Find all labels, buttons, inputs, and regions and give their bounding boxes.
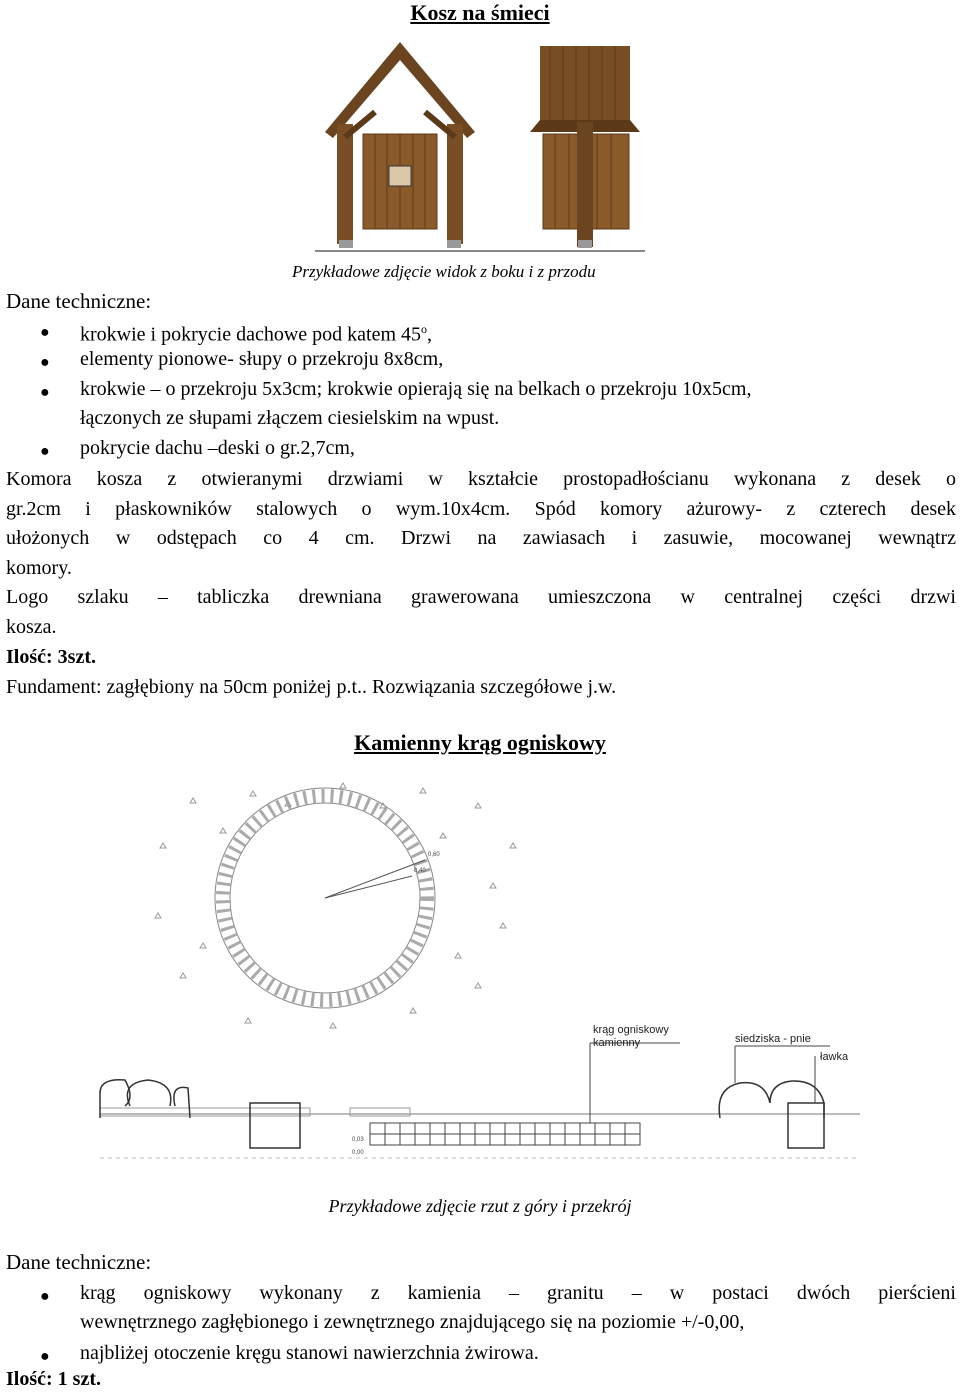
fire-ring-section bbox=[370, 1123, 640, 1145]
bullet-item: krokwie – o przekroju 5x3cm; krokwie opierają się na belkach o przekroju 10x5cm, bbox=[80, 378, 752, 400]
bullet-item: najbliżej otoczenie kręgu stanowi nawierzchnia żwirowa. bbox=[80, 1342, 539, 1364]
seats-left bbox=[100, 1080, 190, 1118]
bin-front-view bbox=[325, 42, 475, 248]
bin-illustration bbox=[315, 42, 655, 257]
bench-left bbox=[250, 1103, 300, 1148]
ring-label: kamienny bbox=[593, 1037, 641, 1049]
firepit-top-view bbox=[155, 783, 516, 1028]
paragraph-line: gr.2cm i płaskowników stalowych o wym.10x4cm. Spód komory ażurowy- z czterech desek bbox=[6, 498, 956, 520]
bench-right bbox=[788, 1103, 824, 1148]
caption-bin: Przykładowe zdjęcie widok z boku i z przodu bbox=[292, 262, 596, 281]
bullet-item: pokrycie dachu –deski o gr.2,7cm, bbox=[80, 437, 355, 459]
ring-label: krąg ogniskowy bbox=[593, 1024, 669, 1036]
paragraph-line: ułożonych w odstępach co 4 cm. Drzwi na zawiasach i zasuwie, mocowanej wewnątrz bbox=[6, 527, 956, 549]
bullet-item: krąg ogniskowy wykonany z kamienia – granitu – w postaci dwóch pierścieni bbox=[80, 1282, 956, 1304]
bullet-dot: ● bbox=[40, 354, 50, 371]
quantity-firepit: Ilość: 1 szt. bbox=[6, 1368, 101, 1390]
bin-side-view bbox=[530, 46, 640, 248]
gravel-marks bbox=[155, 783, 516, 1028]
foundation-text: Fundament: zagłębiony na 50cm poniżej p.t.. Rozwiązania szczegółowe j.w. bbox=[6, 676, 617, 698]
bullet-item: elementy pionowe- słupy o przekroju 8x8cm, bbox=[80, 348, 444, 370]
level-label: 0,00 bbox=[352, 1150, 364, 1156]
bullet-item-continued: wewnętrznego zagłębionego i zewnętrznego znajdującego się na poziomie +/-0,00, bbox=[80, 1311, 745, 1333]
paragraph-line: Komora kosza z otwieranymi drzwiami w kształcie prostopadłościanu wykonana z desek o bbox=[6, 468, 956, 490]
level-label: 0,03 bbox=[352, 1137, 364, 1143]
seats-right bbox=[719, 1081, 824, 1118]
bullet-item-continued: łączonych ze słupami złączem ciesielskim na wpust. bbox=[80, 407, 500, 429]
seats-label: siedziska - pnie bbox=[735, 1033, 811, 1045]
dim-label: 0,60 bbox=[428, 852, 440, 858]
section-title-firepit: Kamienny krąg ogniskowy bbox=[354, 730, 606, 755]
bullet-item: krokwie i pokrycie dachowe pod katem 45$^o$, bbox=[80, 322, 433, 346]
bullet-dot: ● bbox=[40, 1288, 50, 1305]
paragraph-line: kosza. bbox=[6, 616, 57, 638]
tech-heading-firepit: Dane techniczne: bbox=[6, 1250, 152, 1274]
section-title-bin: Kosz na śmieci bbox=[410, 0, 550, 25]
bullet-dot: ● bbox=[40, 324, 50, 341]
firepit-section-view bbox=[100, 1024, 860, 1158]
dim-label: 0,40 bbox=[414, 868, 426, 874]
paragraph-line: Logo szlaku – tabliczka drewniana grawerowana umieszczona w centralnej części drzwi bbox=[6, 586, 956, 608]
bullet-dot: ● bbox=[40, 1348, 50, 1365]
tech-heading-bin: Dane techniczne: bbox=[6, 289, 152, 313]
caption-firepit: Przykładowe zdjęcie rzut z góry i przekrój bbox=[328, 1196, 632, 1216]
quantity-bin: Ilość: 3szt. bbox=[6, 646, 96, 668]
bench-label: ławka bbox=[820, 1051, 849, 1063]
bullet-dot: ● bbox=[40, 384, 50, 401]
bullet-dot: ● bbox=[40, 443, 50, 460]
firepit-drawing bbox=[80, 778, 880, 1193]
paragraph-line: komory. bbox=[6, 557, 72, 579]
